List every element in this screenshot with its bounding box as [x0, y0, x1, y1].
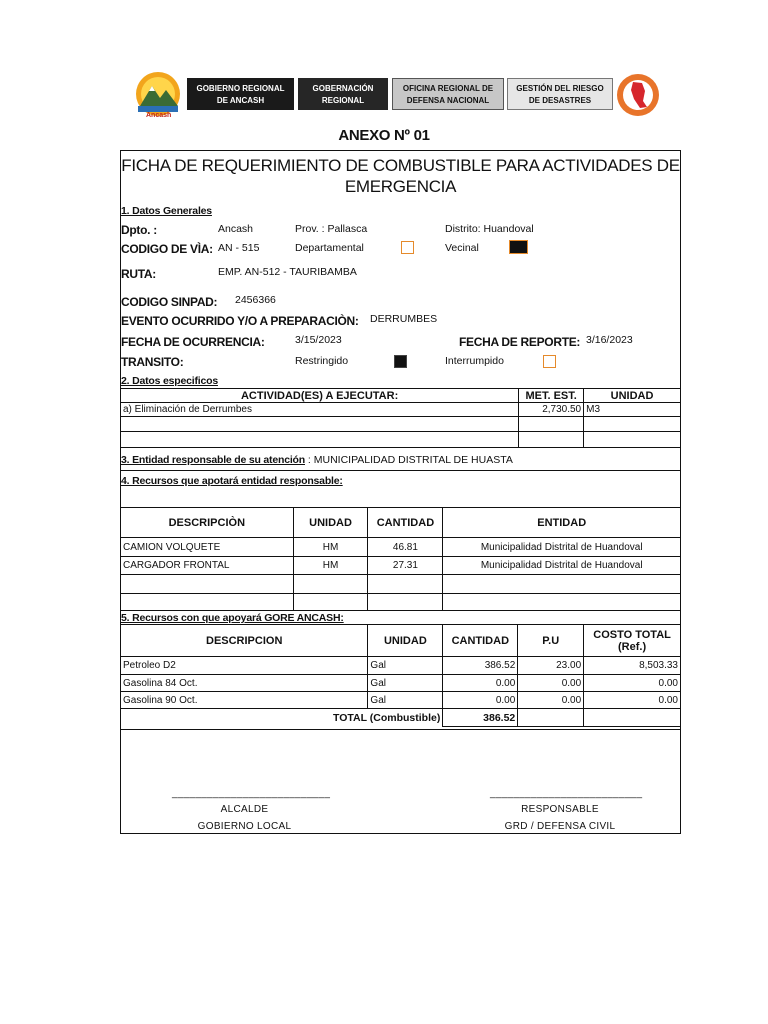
entidad-cell: Municipalidad Distrital de Huandoval [443, 538, 681, 557]
unidad-cell: Gal [368, 675, 443, 692]
descripcion-cell: Gasolina 84 Oct. [121, 675, 368, 692]
signature-title-right: RESPONSABLE [521, 804, 599, 815]
descripcion-cell: CARGADOR FRONTAL [121, 557, 294, 575]
col-entidad: ENTIDAD [443, 508, 681, 538]
descripcion-cell: CAMION VOLQUETE [121, 538, 294, 557]
recursos-entidad-table [120, 507, 681, 611]
empty-cell [584, 709, 681, 727]
table-row [121, 575, 681, 594]
divider [120, 470, 681, 471]
costo-cell: 0.00 [584, 692, 681, 709]
pu-cell: 0.00 [518, 675, 584, 692]
ruta-label: RUTA: [121, 267, 156, 281]
table-header-row [121, 389, 681, 403]
met-est-cell [519, 432, 584, 448]
section-entidad-responsable [121, 454, 513, 466]
empty-cell [518, 709, 584, 727]
transito-label: TRANSITO: [121, 355, 184, 369]
activity-cell [121, 432, 519, 448]
svg-text:Ancash: Ancash [146, 112, 172, 119]
cantidad-cell [368, 575, 443, 594]
section-recursos-gore: 5. Recursos con que apoyará GORE ANCASH: [121, 612, 344, 624]
peru-map-logo [616, 69, 660, 121]
restringido-label: Restringido [295, 355, 349, 367]
descripcion-cell: Gasolina 90 Oct. [121, 692, 368, 709]
col-costo-total: COSTO TOTAL (Ref.) [584, 625, 681, 657]
costo-cell: 0.00 [584, 675, 681, 692]
table-row [121, 432, 681, 448]
col-actividad: ACTIVIDAD(ES) A EJECUTAR: [121, 389, 519, 403]
restringido-checkbox[interactable] [394, 355, 407, 368]
cantidad-cell: 27.31 [368, 557, 443, 575]
unidad-cell: M3 [584, 403, 681, 417]
pu-cell: 0.00 [518, 692, 584, 709]
entidad-responsable-value: : MUNICIPALIDAD DISTRITAL DE HUASTA [304, 454, 513, 466]
col-descripcion: DESCRIPCIÒN [121, 508, 294, 538]
fecha-reporte-value: 3/16/2023 [586, 334, 633, 346]
col-unidad: UNIDAD [368, 625, 443, 657]
met-est-cell: 2,730.50 [519, 403, 584, 417]
dpto-label: Dpto. : [121, 223, 157, 237]
evento-label: EVENTO OCURRIDO Y/O A PREPARACIÒN: [121, 314, 359, 328]
sinpad-value: 2456366 [235, 294, 276, 306]
descripcion-cell [121, 594, 294, 611]
cantidad-cell [368, 594, 443, 611]
col-descripcion: DESCRIPCION [121, 625, 368, 657]
entidad-cell [443, 594, 681, 611]
signature-title-left: ALCALDE [220, 804, 269, 815]
table-row [121, 417, 681, 432]
descripcion-cell: Petroleo D2 [121, 657, 368, 675]
evento-value: DERRUMBES [370, 313, 438, 325]
cantidad-cell: 0.00 [443, 692, 518, 709]
descripcion-cell [121, 575, 294, 594]
form-title: FICHA DE REQUERIMIENTO DE COMBUSTIBLE PARA ACTIVIDADES DE EMERGENCIA [121, 156, 680, 196]
unidad-cell: Gal [368, 657, 443, 675]
ancash-logo [132, 70, 184, 120]
col-unidad: UNIDAD [293, 508, 368, 538]
unidad-cell [584, 417, 681, 432]
fecha-reporte-label: FECHA DE REPORTE: [459, 335, 581, 349]
recursos-gore-table [120, 624, 681, 727]
codigo-via-value: AN - 515 [218, 242, 260, 254]
signature-line-left: ___________________________ [172, 788, 331, 799]
total-row [121, 709, 681, 727]
section-datos-generales: 1. Datos Generales [121, 205, 212, 217]
table-row [121, 594, 681, 611]
pu-cell: 23.00 [518, 657, 584, 675]
unidad-cell [293, 575, 368, 594]
table-row [121, 538, 681, 557]
unidad-cell [584, 432, 681, 448]
signature-line-right: __________________________ [490, 788, 643, 799]
banner-gestion-riesgo: GESTIÓN DEL RIESGO DE DESASTRES [507, 78, 613, 110]
activity-cell [121, 417, 519, 432]
costo-cell: 8,503.33 [584, 657, 681, 675]
sinpad-label: CODIGO SINPAD: [121, 295, 218, 309]
table-row [121, 657, 681, 675]
col-unidad: UNIDAD [584, 389, 681, 403]
table-row [121, 692, 681, 709]
table-header-row [121, 625, 681, 657]
col-cantidad: CANTIDAD [368, 508, 443, 538]
entidad-cell [443, 575, 681, 594]
activity-cell: a) Eliminación de Derrumbes [121, 403, 519, 417]
dpto-value: Ancash [218, 223, 254, 235]
distrito-value: Distrito: Huandoval [445, 223, 534, 235]
fecha-ocurrencia-label: FECHA DE OCURRENCIA: [121, 335, 265, 349]
activities-table [120, 388, 681, 448]
banner-gobernacion-regional: GOBERNACIÓN REGIONAL [298, 78, 388, 110]
cantidad-cell: 386.52 [443, 657, 518, 675]
table-row [121, 557, 681, 575]
table-header-row [121, 508, 681, 538]
vecinal-checkbox[interactable] [509, 240, 528, 254]
entidad-cell: Municipalidad Distrital de Huandoval [443, 557, 681, 575]
vecinal-label: Vecinal [445, 242, 479, 254]
banner-gobierno-regional: GOBIERNO REGIONAL DE ANCASH [187, 78, 294, 110]
interrumpido-label: Interrumpido [445, 355, 504, 367]
banner-oficina-defensa: OFICINA REGIONAL DE DEFENSA NACIONAL [392, 78, 504, 110]
ruta-value: EMP. AN-512 - TAURIBAMBA [218, 266, 357, 278]
section-recursos-entidad: 4. Recursos que apotará entidad responsable: [121, 475, 343, 487]
table-row [121, 403, 681, 417]
entidad-responsable-label: 3. Entidad responsable de su atención [121, 454, 305, 466]
col-cantidad: CANTIDAD [443, 625, 518, 657]
codigo-via-label: CODIGO DE VÌA: [121, 242, 213, 256]
departamental-checkbox[interactable] [401, 241, 414, 254]
unidad-cell: HM [293, 538, 368, 557]
prov-value: Prov. : Pallasca [295, 223, 368, 235]
unidad-cell [293, 594, 368, 611]
table-row [121, 675, 681, 692]
interrumpido-checkbox[interactable] [543, 355, 556, 368]
col-met-est: MET. EST. [519, 389, 584, 403]
section-datos-especificos: 2. Datos especificos [121, 375, 218, 387]
total-value: 386.52 [443, 709, 518, 727]
met-est-cell [519, 417, 584, 432]
signature-subtitle-left: GOBIERNO LOCAL [197, 821, 292, 832]
signature-subtitle-right: GRD / DEFENSA CIVIL [504, 821, 616, 832]
fecha-ocurrencia-value: 3/15/2023 [295, 334, 342, 346]
cantidad-cell: 46.81 [368, 538, 443, 557]
unidad-cell: HM [293, 557, 368, 575]
total-label: TOTAL (Combustible) [121, 709, 443, 727]
departamental-label: Departamental [295, 242, 364, 254]
col-pu: P.U [518, 625, 584, 657]
unidad-cell: Gal [368, 692, 443, 709]
cantidad-cell: 0.00 [443, 675, 518, 692]
divider [120, 729, 681, 730]
anexo-title: ANEXO Nº 01 [338, 127, 430, 144]
